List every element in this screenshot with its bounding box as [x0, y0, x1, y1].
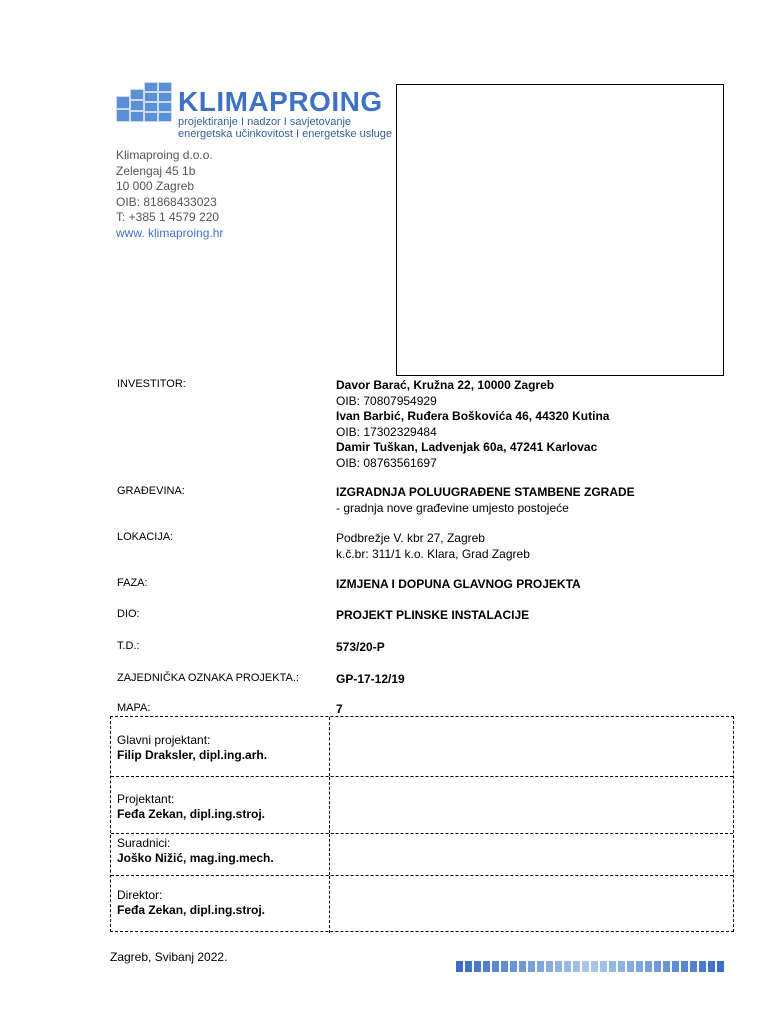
brand-tagline-1: projektiranje I nadzor I savjetovanje [178, 116, 352, 128]
decorative-square [546, 961, 553, 972]
investor-list [336, 378, 609, 471]
building-value [336, 485, 635, 516]
footer-date: Zagreb, Svibanj 2022. [110, 950, 228, 964]
location-line-2: k.č.br: 311/1 k.o. Klara, Grad Zagreb [336, 546, 530, 561]
phase-value: IZMJENA I DOPUNA GLAVNOG PROJEKTA [336, 577, 581, 591]
signature-person: Feđa Zekan, dipl.ing.stroj. [117, 903, 266, 917]
decorative-square [510, 961, 517, 972]
decorative-square [519, 961, 526, 972]
signature-row [111, 876, 733, 933]
td-label: T.D.: [117, 640, 140, 652]
building-label: GRAĐEVINA: [117, 485, 185, 497]
signature-person: Feđa Zekan, dipl.ing.stroj. [117, 807, 266, 821]
company-logo-block [112, 78, 393, 248]
building-title: IZGRADNJA POLUUGRAĐENE STAMBENE ZGRADE [336, 485, 635, 499]
decorative-square [717, 961, 724, 972]
signature-role-block [117, 836, 274, 866]
decorative-square [690, 961, 697, 972]
location-label: LOKACIJA: [117, 531, 174, 543]
decorative-square [699, 961, 706, 972]
decorative-square [582, 961, 589, 972]
investor-1-oib: OIB: 70807954929 [336, 393, 437, 408]
investor-2-name: Ivan Barbić, Ruđera Boškovića 46, 44320 Kutina [336, 409, 610, 423]
decorative-square [663, 961, 670, 972]
location-value [336, 531, 530, 562]
decorative-square [573, 961, 580, 972]
decorative-square [645, 961, 652, 972]
signature-divider [329, 834, 330, 875]
signature-row [111, 834, 733, 876]
decorative-square [636, 961, 643, 972]
part-value: PROJEKT PLINSKE INSTALACIJE [336, 608, 530, 622]
decorative-square [501, 961, 508, 972]
decorative-square [456, 961, 463, 972]
decorative-square [600, 961, 607, 972]
folder-label: MAPA: [117, 702, 151, 714]
company-address [116, 148, 223, 241]
investor-2-oib: OIB: 17302329484 [336, 424, 437, 439]
decorative-square [708, 961, 715, 972]
decorative-square [465, 961, 472, 972]
decorative-square-bar [456, 961, 726, 973]
signature-role-block [117, 792, 265, 822]
decorative-square [474, 961, 481, 972]
decorative-square [483, 961, 490, 972]
image-placeholder-frame [396, 84, 724, 376]
company-oib: OIB: 81868433023 [116, 194, 217, 209]
phase-label: FAZA: [117, 577, 148, 589]
signature-divider [329, 777, 330, 833]
company-street: Zelengaj 45 1b [116, 163, 196, 178]
investor-3-name: Damir Tuškan, Ladvenjak 60a, 47241 Karlovac [336, 440, 598, 454]
decorative-square [492, 961, 499, 972]
folder-value: 7 [336, 702, 343, 716]
company-website: www. klimaproing.hr [116, 225, 224, 240]
decorative-square [654, 961, 661, 972]
signature-table [110, 716, 734, 932]
signature-role-block [117, 888, 265, 918]
company-phone: T: +385 1 4579 220 [116, 210, 220, 224]
signature-divider [329, 876, 330, 933]
company-city: 10 000 Zagreb [116, 179, 195, 193]
investor-1-name: Davor Barać, Kružna 22, 10000 Zagreb [336, 378, 555, 392]
decorative-square [537, 961, 544, 972]
brand-tagline [178, 116, 392, 140]
klimaproing-logo-icon [116, 82, 172, 122]
company-name: Klimaproing d.o.o. [116, 148, 213, 162]
signature-divider [329, 717, 330, 776]
location-line-1: Podbrežje V. kbr 27, Zagreb [336, 531, 485, 545]
decorative-square [591, 961, 598, 972]
signature-role: Direktor: [117, 888, 163, 902]
signature-role: Projektant: [117, 792, 175, 806]
decorative-square [555, 961, 562, 972]
decorative-square [564, 961, 571, 972]
investor-label: INVESTITOR: [117, 378, 186, 390]
brand-name: KLIMAPROING [178, 86, 383, 117]
decorative-square [609, 961, 616, 972]
signature-row [111, 777, 733, 834]
decorative-square [672, 961, 679, 972]
brand-tagline-2: energetska učinkovitost I energetske usluge [178, 128, 393, 140]
decorative-square [627, 961, 634, 972]
decorative-square [618, 961, 625, 972]
decorative-square [681, 961, 688, 972]
joint-designation-label: ZAJEDNIČKA OZNAKA PROJEKTA.: [117, 672, 299, 684]
signature-person: Joško Nižić, mag.ing.mech. [117, 851, 274, 865]
decorative-square [528, 961, 535, 972]
signature-row [111, 717, 733, 777]
signature-role: Suradnici: [117, 836, 171, 850]
part-label: DIO: [117, 608, 140, 620]
investor-3-oib: OIB: 08763561697 [336, 455, 437, 470]
building-subtitle: - gradnja nove građevine umjesto postojeće [336, 500, 569, 515]
signature-role-block [117, 733, 267, 763]
joint-designation-value: GP-17-12/19 [336, 672, 405, 686]
td-value: 573/20-P [336, 640, 385, 654]
signature-person: Filip Draksler, dipl.ing.arh. [117, 748, 268, 762]
signature-role: Glavni projektant: [117, 733, 211, 747]
